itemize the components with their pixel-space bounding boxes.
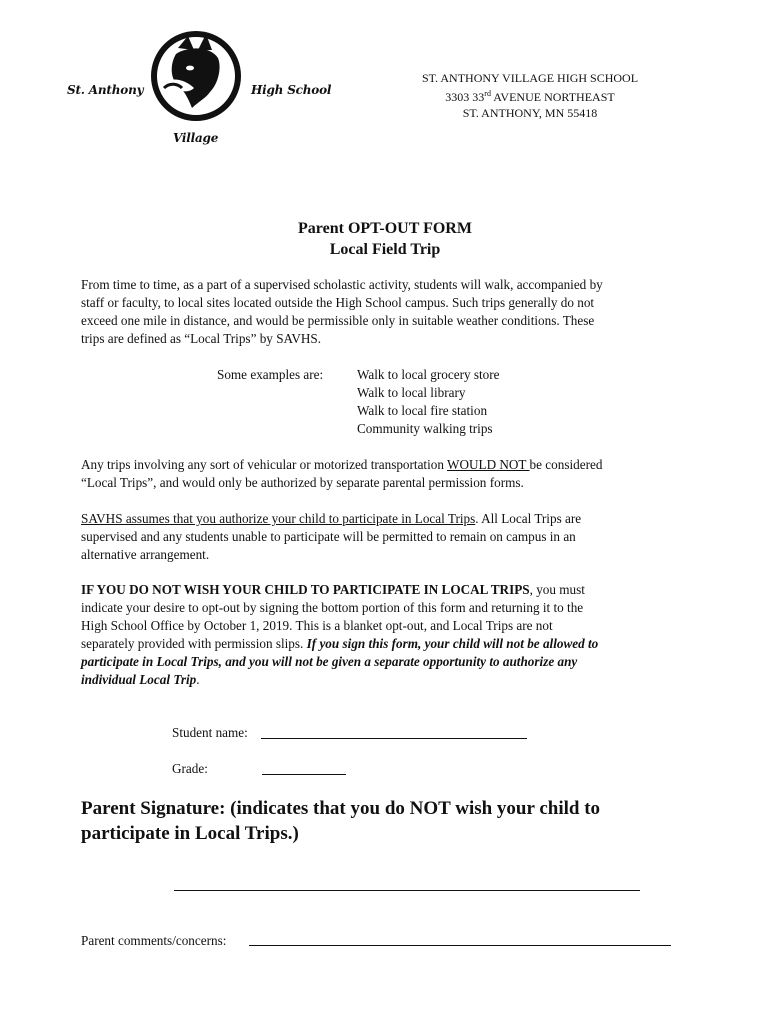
optout-heading: IF YOU DO NOT WISH YOUR CHILD TO PARTICIPATE IN LOCAL TRIPS <box>81 582 530 597</box>
intro-line: exceed one mile in distance, and would be permissible only in suitable weather conditions. These <box>81 313 595 328</box>
list-item: Community walking trips <box>357 421 493 436</box>
examples-list <box>357 366 499 438</box>
student-name-field[interactable] <box>261 738 527 739</box>
intro-line: trips are defined as “Local Trips” by SAVHS. <box>81 331 322 346</box>
logo-text-st-anthony: St. Anthony <box>67 83 144 97</box>
address-city: ST. ANTHONY, MN 55418 <box>462 106 598 120</box>
school-address <box>400 70 660 121</box>
parent-signature-field[interactable] <box>174 890 640 891</box>
optout-warning: If you sign this form, your child will not be allowed to <box>306 636 599 651</box>
optout-line6: individual Local Trip. <box>81 672 200 687</box>
optout-line1: IF YOU DO NOT WISH YOUR CHILD TO PARTICIPATE IN LOCAL TRIPS, you must <box>81 582 585 597</box>
husky-logo-icon <box>148 28 244 124</box>
school-logo <box>0 0 340 160</box>
list-item: Walk to local fire station <box>357 403 488 418</box>
list-item: Walk to local library <box>357 385 466 400</box>
intro-line: From time to time, as a part of a supervised scholastic activity, students will walk, accompanied by <box>81 277 603 292</box>
form-title <box>0 218 770 260</box>
address-street: 3303 33rd AVENUE NORTHEAST <box>445 89 615 104</box>
grade-field[interactable] <box>262 774 346 775</box>
assume-emphasis: SAVHS assumes that you authorize your child to participate in Local Trips <box>81 511 476 526</box>
signature-heading-line2: participate in Local Trips.) <box>81 823 299 844</box>
optout-line4: separately provided with permission slips. If you sign this form, your child will not be allowed to <box>81 636 599 651</box>
logo-text-high-school: High School <box>251 83 332 97</box>
optout-line5: participate in Local Trips, and you will not be given a separate opportunity to authorize any <box>81 654 578 669</box>
assume-line3: alternative arrangement. <box>81 547 210 562</box>
form-title-line2: Local Field Trip <box>329 241 441 258</box>
parent-signature-heading <box>81 796 701 846</box>
optout-paragraph <box>81 581 681 689</box>
address-school-name: ST. ANTHONY VILLAGE HIGH SCHOOL <box>421 71 639 85</box>
intro-paragraph <box>81 276 681 348</box>
optout-line3: High School Office by October 1, 2019. This is a blanket opt-out, and Local Trips are not <box>81 618 553 633</box>
examples-label: Some examples are: <box>217 367 324 382</box>
vehicular-paragraph <box>81 456 681 492</box>
student-name-label: Student name: <box>172 725 248 740</box>
parent-comments-field[interactable] <box>249 945 671 946</box>
signature-heading-line1: Parent Signature: (indicates that you do NOT wish your child to <box>81 798 601 819</box>
logo-text-village: Village <box>173 131 219 145</box>
assume-line1: SAVHS assumes that you authorize your child to participate in Local Trips. All Local Trips are <box>81 511 582 526</box>
assume-line2: supervised and any students unable to participate will be permitted to remain on campus in an <box>81 529 576 544</box>
parent-comments-label: Parent comments/concerns: <box>81 933 227 948</box>
form-title-line1: Parent OPT-OUT FORM <box>298 220 472 237</box>
grade-label: Grade: <box>172 761 208 776</box>
vehicular-line1: Any trips involving any sort of vehicular or motorized transportation WOULD NOT be considered <box>81 457 603 472</box>
assume-paragraph <box>81 510 681 564</box>
intro-line: staff or faculty, to local sites located outside the High School campus. Such trips generally do not <box>81 295 595 310</box>
vehicular-line2: “Local Trips”, and would only be authorized by separate parental permission forms. <box>81 475 524 490</box>
would-not-emphasis: WOULD NOT <box>447 457 530 472</box>
optout-line2: indicate your desire to opt-out by signing the bottom portion of this form and returning it to the <box>81 600 584 615</box>
list-item: Walk to local grocery store <box>357 367 500 382</box>
